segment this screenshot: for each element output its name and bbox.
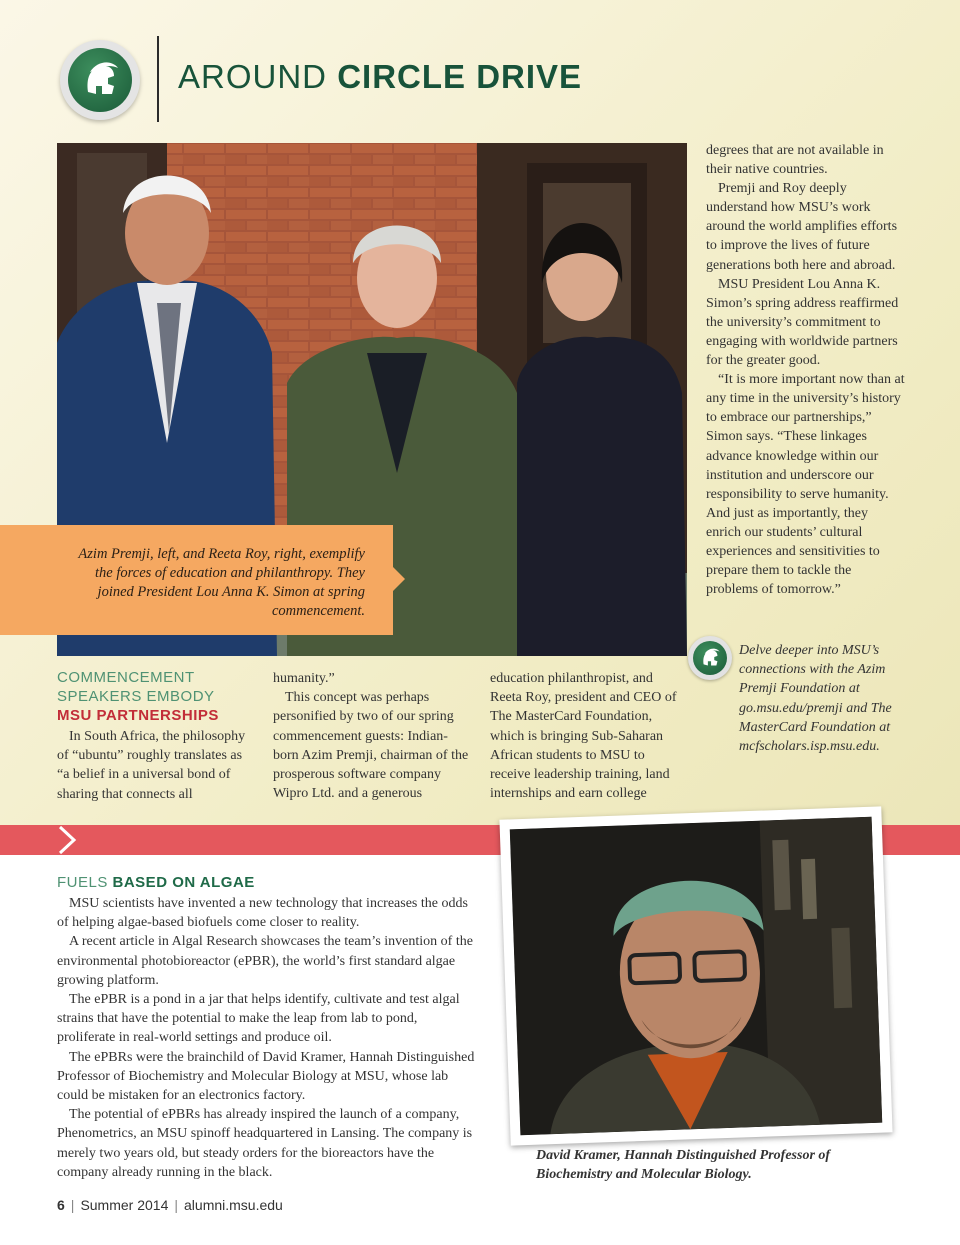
- commencement-headline: [57, 668, 257, 725]
- page-number: 6: [57, 1197, 65, 1213]
- commencement-column-1: [57, 727, 257, 804]
- headline-line: MSU PARTNERSHIPS: [57, 707, 219, 724]
- right-paragraph: “It is more important now than at any time in the university’s history to embrace our partnerships,” Simon says. “These linkages advance knowledge within our institution and underscore our responsibility to serve humanity. And just as importantly, they enrich our students’ cultural experiences and sensitivities to prepare them to tackle the problems of tomorrow.”: [706, 372, 905, 598]
- algae-headline: [57, 874, 255, 891]
- page-title: [178, 58, 582, 96]
- page-footer: 6 | Summer 2014 | alumni.msu.edu: [57, 1197, 283, 1213]
- kramer-photo: [510, 817, 882, 1135]
- kramer-photo-frame: [499, 806, 892, 1145]
- algae-paragraph: The ePBR is a pond in a jar that helps identify, cultivate and test algal strains that have the potential to make the leap from lab to pond, proliferate in real-world settings and produce oil.: [57, 992, 460, 1046]
- headline-bold: BASED ON ALGAE: [112, 874, 255, 891]
- algae-article: [57, 894, 477, 1182]
- chevron-right-icon: [56, 825, 80, 855]
- photo-caption: Azim Premji, left, and Reeta Roy, right, exemplify the forces of education and philanthropy. They joined President Lou Anna K. Simon at spring commencement.: [78, 546, 365, 619]
- right-paragraph: MSU President Lou Anna K. Simon’s spring address reaffirmed the university’s commitment to engaging with worldwide partners for the greater good.: [706, 276, 899, 369]
- algae-paragraph: MSU scientists have invented a new technology that increases the odds of helping algae-based biofuels come closer to reality.: [57, 896, 468, 931]
- column-text: humanity.”: [273, 671, 335, 686]
- photo-caption-box: [0, 525, 393, 635]
- right-column-text: [706, 141, 906, 599]
- headline-line: SPEAKERS EMBODY: [57, 688, 215, 705]
- site-link[interactable]: alumni.msu.edu: [184, 1197, 283, 1213]
- column-text: This concept was perhaps personified by two of our spring commencement guests: Indian-born Azim Premji, chairman of the prosperous software company Wipro Ltd. and a generous: [273, 690, 469, 802]
- column-text: In South Africa, the philosophy of “ubuntu” roughly translates as “a belief in a universal bond of sharing that connects all: [57, 729, 246, 802]
- delve-deeper-note: Delve deeper into MSU’s connections with the Azim Premji Foundation at go.msu.edu/premji and The MasterCard Foundation at mcfscholars.isp.msu.edu.: [739, 643, 892, 755]
- kramer-photo-caption: David Kramer, Hannah Distinguished Professor of Biochemistry and Molecular Biology.: [536, 1148, 831, 1182]
- algae-paragraph: The ePBRs were the brainchild of David Kramer, Hannah Distinguished Professor of Biochemistry and Molecular Biology at MSU, whose lab could be mistaken for an electronics factory.: [57, 1049, 475, 1104]
- algae-paragraph: The potential of ePBRs has already inspired the launch of a company, Phenometrics, an MSU spinoff headquartered in Lansing. The company is merely two years old, but steady orders for the bioreactors have the company already running in the black.: [57, 1107, 473, 1180]
- issue-label: Summer 2014: [80, 1197, 169, 1213]
- commencement-column-3: [490, 669, 686, 803]
- right-paragraph: Premji and Roy deeply understand how MSU’s work around the world amplifies efforts to improve the lives of future generations both here and abroad.: [706, 181, 898, 273]
- column-text: education philanthropist, and Reeta Roy, president and CEO of The MasterCard Foundation, which is bringing Sub-Saharan African students to MSU to receive leadership training, land internships and earn college: [490, 671, 677, 802]
- right-paragraph: degrees that are not available in their native countries.: [706, 143, 884, 178]
- spartan-helmet-icon: [60, 40, 140, 120]
- headline-line: COMMENCEMENT: [57, 669, 195, 686]
- title-bold: CIRCLE DRIVE: [337, 58, 583, 95]
- title-light: AROUND: [178, 58, 338, 95]
- headline-light: FUELS: [57, 874, 113, 891]
- spartan-helmet-icon: [688, 636, 732, 680]
- header-divider: [157, 36, 159, 122]
- commencement-column-2: [273, 669, 473, 803]
- algae-paragraph: A recent article in Algal Research showcases the team’s invention of the environmental photobioreactor (ePBR), the world’s first standard algae growing platform.: [57, 934, 473, 988]
